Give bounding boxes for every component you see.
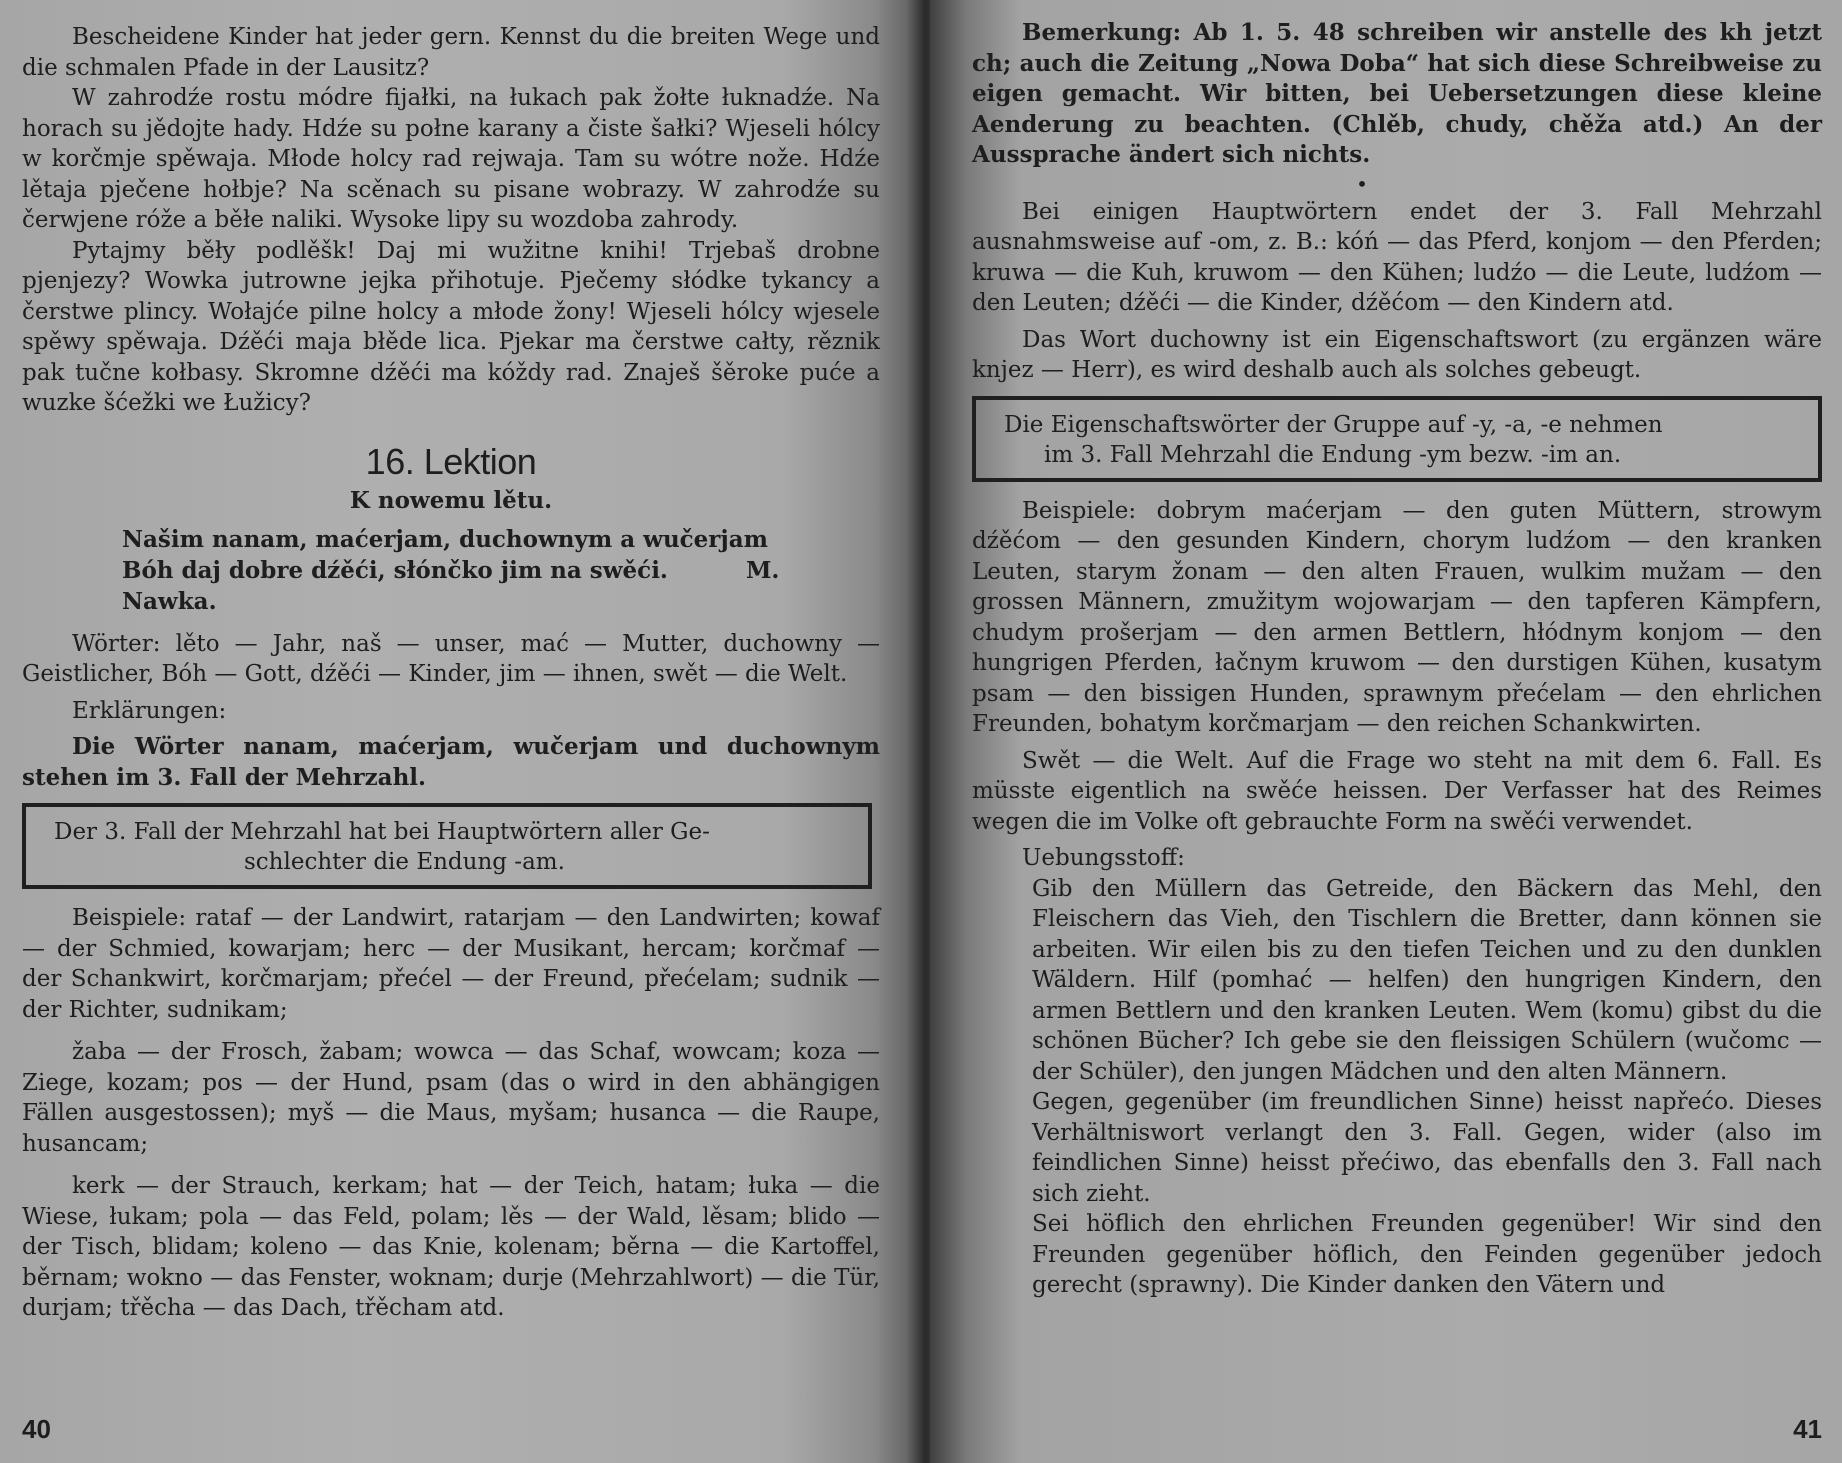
- duchowny-paragraph: Das Wort duchowny ist ein Eigenschaftswort (zu ergänzen wäre knjez — Herr), es wird deshalb auch als solches gebeugt.: [972, 326, 1822, 383]
- intro-paragraph-3: Pytajmy běły podlěšk! Daj mi wužitne knihi! Trjebaš drobne pjenjezy? Wowka jutrowne jejka přihotuje. Pječemy słódke tykancy a čerstwe plincy. Wołajće pilne holcy a młode žony! Wjeseli hólcy wjesele spěwy spěwaja. Dźěći maja błěde lica. Pjekar ma čerstwe całty, rěznik pak tučne kołbasy. Skromne dźěći ma kóždy rad. Znaješ šěroke puće a wuzke šćežki we Łužicy?: [22, 237, 880, 416]
- lesson-subtitle: K nowemu lětu.: [349, 486, 553, 514]
- adjective-rule-line-2: im 3. Fall Mehrzahl die Endung -ym bezw. -im an.: [1044, 441, 1622, 468]
- page-number-left: 40: [22, 1414, 51, 1444]
- poem: [22, 524, 880, 617]
- intro-paragraph-1: Bescheidene Kinder hat jeder gern. Kennst du die breiten Wege und die schmalen Pfade in der Lausitz?: [22, 24, 880, 81]
- separator-dot: •: [1356, 171, 1368, 196]
- adjective-rule-line-1: Die Eigenschaftswörter der Gruppe auf -y, -a, -e nehmen: [1004, 411, 1663, 438]
- examples-paragraph-3: kerk — der Strauch, kerkam; hat — der Teich, hatam; łuka — die Wiese, łukam; pola — das Feld, polam; lěs — der Wald, lěsam; blido — der Tisch, blidam; koleno — das Knie, kolenam; běrna — die Kartoffel, běrnam; wokno — das Fenster, woknam; durje (Mehrzahlwort) — die Tür, durjam; třěcha — das Dach, třěcham atd.: [22, 1173, 880, 1321]
- nouns-exception-paragraph: Bei einigen Hauptwörtern endet der 3. Fall Mehrzahl ausnahmsweise auf -om, z. B.: kóń — das Pferd, konjom — den Pferden; kruwa — die Kuh, kruwom — den Kühen; ludźo — die Leute, ludźom — den Leuten; dźěći — die Kinder, dźěćom — den Kindern atd.: [972, 198, 1822, 316]
- rule-box: [22, 803, 872, 889]
- rule-box-line-1: Der 3. Fall der Mehrzahl hat bei Hauptwörtern aller Ge-: [54, 819, 710, 845]
- left-page: [0, 0, 920, 1463]
- explanations-label: Erklärungen:: [72, 697, 227, 724]
- poem-line-2: [122, 555, 880, 617]
- examples-paragraph-2: žaba — der Frosch, žabam; wowca — das Schaf, wowcam; koza — Ziege, kozam; pos — der Hund, psam (das o wird in den abhängigen Fällen ausgestossen); myš — die Maus, myšam; husanca — die Raupe, husancam;: [22, 1039, 880, 1157]
- examples-paragraph-1: Beispiele: rataf — der Landwirt, ratarjam — den Landwirten; kowaf — der Schmied, kowarjam; herc — der Musikant, hercam; korčmaf — der Schankwirt, korčmarjam; přećel — der Freund, přećelam; sudnik — der Richter, sudnikam;: [22, 905, 880, 1023]
- remark-paragraph: Bemerkung: Ab 1. 5. 48 schreiben wir anstelle des kh jetzt ch; auch die Zeitung „Nowa Doba“ hat sich diese Schreibweise zu eigen gemacht. Wir bitten, bei Uebersetzungen diese kleine Aenderung zu beachten. (Chlěb, chudy, chěža atd.) An der Aussprache ändert sich nichts.: [972, 19, 1822, 168]
- exercise-label: Uebungsstoff:: [1022, 845, 1185, 871]
- exercise-paragraph-1: Gib den Müllern das Getreide, den Bäckern das Mehl, den Fleischern das Vieh, den Tischlern die Bretter, dann können sie arbeiten. Wir eilen bis zu den tiefen Teichen und zu den dunklen Wäldern. Hilf (pomhać — helfen) den hungrigen Kindern, den armen Bettlern und den kranken Leuten. Wem (komu) gibst du die schönen Bücher? Ich gebe sie den fleissigen Schülern (wučomc — der Schüler), den jungen Mädchen und den alten Männern.: [1032, 875, 1822, 1085]
- right-page: [930, 0, 1842, 1463]
- adjective-rule-box: [972, 396, 1822, 482]
- poem-author: M. Nawka.: [122, 556, 780, 615]
- adjective-examples: Beispiele: dobrym maćerjam — den guten Müttern, strowym dźěćom — den gesunden Kindern, chorym ludźom — den kranken Leuten, starym žonam — den alten Frauen, wulkim mužam — den grossen Männern, zmužitym wojowarjam — den tapferen Kämpfern, chudym prošerjam — den armen Bettlern, hłódnym konjom — den hungrigen Pferden, łačnym kruwom — den durstigen Kühen, kusatym psam — den bissigen Hunden, sprawnym přećelam — den ehrlichen Freunden, bohatym korčmarjam — den reichen Schankwirten.: [972, 497, 1822, 737]
- lesson-title: 16. Lektion: [365, 440, 537, 482]
- poem-line-2-text: Bóh daj dobre dźěći, słónčko jim na swěći.: [122, 556, 668, 584]
- page-number-right: 41: [1793, 1414, 1822, 1444]
- poem-line-1: Našim nanam, maćerjam, duchownym a wučerjam: [122, 525, 768, 553]
- exercise-paragraph-2: Gegen, gegenüber (im freundlichen Sinne) heisst napřećo. Dieses Verhältniswort verlangt den 3. Fall. Gegen, wider (also im feindlichen Sinne) heisst přećiwo, das ebenfalls den 3. Fall nach sich zieht.: [1032, 1089, 1822, 1207]
- exercise-paragraph-3: Sei höflich den ehrlichen Freunden gegenüber! Wir sind den Freunden gegenüber höflich, den Feinden gegenüber jedoch gerecht (sprawny). Die Kinder danken den Vätern und: [1032, 1211, 1822, 1298]
- explanations-text: Die Wörter nanam, maćerjam, wučerjam und duchownym stehen im 3. Fall der Mehrzahl.: [22, 733, 880, 791]
- swet-paragraph: Swět — die Welt. Auf die Frage wo steht na mit dem 6. Fall. Es müsste eigentlich na swěće heissen. Der Verfasser hat des Reimes wegen die im Volke oft gebrauchte Form na swěći verwendet.: [972, 747, 1822, 835]
- rule-box-line-2: schlechter die Endung -am.: [244, 849, 565, 875]
- vocabulary: Wörter: lěto — Jahr, naš — unser, mać — Mutter, duchowny — Geistlicher, Bóh — Gott, dźěći — Kinder, jim — ihnen, swět — die Welt.: [22, 630, 880, 687]
- intro-paragraph-2: W zahrodźe rostu módre fijałki, na łukach pak žołte łuknadźe. Na horach su jědojte hady. Hdźe su połne karany a čiste šałki? Wjeseli hólcy w korčmje spěwaja. Młode holcy rad rejwaja. Tam su wótre nože. Hdźe lětaja pječene hołbje? Na scěnach su pisane wobrazy. W zahrodźe su čerwjene róže a běłe naliki. Wysoke lipy su wozdoba zahrody.: [22, 85, 880, 233]
